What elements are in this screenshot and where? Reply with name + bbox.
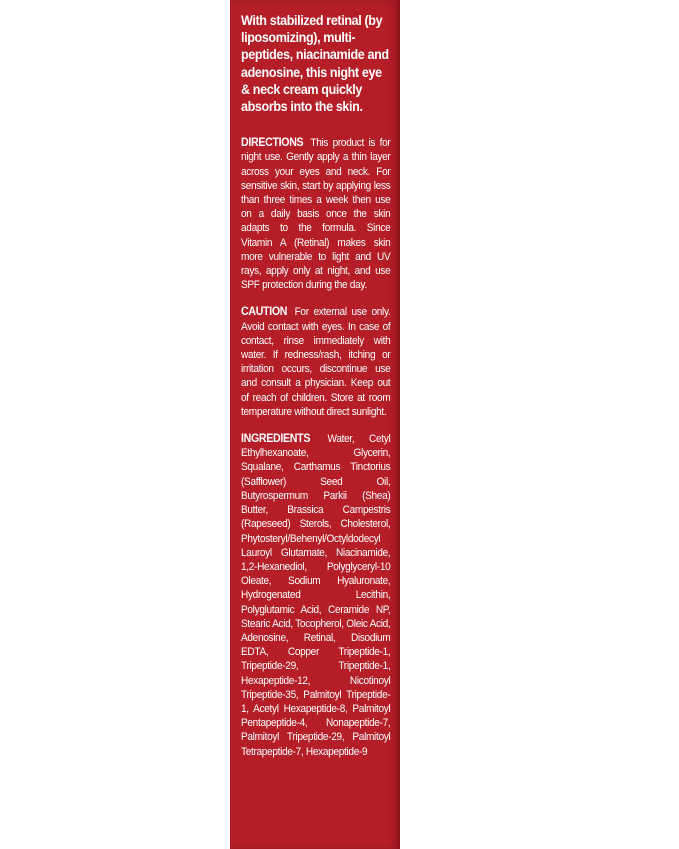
directions-heading: DIRECTIONS — [241, 135, 304, 150]
directions-section — [241, 135, 390, 292]
caution-heading: CAUTION — [241, 304, 288, 319]
ingredients-section — [241, 431, 390, 759]
caution-section — [241, 304, 390, 419]
ingredients-text: Water, Cetyl Ethylhexanoate, Glycerin, Squalane, Carthamus Tinctorius (Safflower) Seed Oil, Butyrospermum Parkii (Shea) Butter, Brassica Campestris (Rapeseed) Sterols, Cholesterol, Phytosteryl/Behenyl/Octyldodecyl Lauroyl Glutamate, Niacinamide, 1,2-Hexanediol, Polyglyceryl-10 Oleate, Sodium Hyaluronate, Hydrogenated Lecithin, Polyglutamic Acid, Ceramide NP, Stearic Acid, Tocopherol, Oleic Acid, Adenosine, Retinal, Disodium EDTA, Copper Tripeptide-1, Tripeptide-29, Tripeptide-1, Hexapeptide-12, Nicotinoyl Tripeptide-35, Palmitoyl Tripeptide-1, Acetyl Hexapeptide-8, Palmitoyl Pentapeptide-4, Nonapeptide-7, Palmitoyl Tripeptide-29, Palmitoyl Tetrapeptide-7, Hexapeptide-9 — [241, 433, 391, 758]
product-label-panel — [230, 0, 400, 849]
product-intro: With stabilized retinal (by liposomizing), multi-peptides, niacinamide and adenosine, this night eye & neck cream quickly absorbs into the skin. — [241, 13, 389, 115]
caution-text: For external use only. Avoid contact with eyes. In case of contact, rinse immediately with water. If redness/rash, itching or irritation occurs, discontinue use and consult a physician. Keep out of reach of children. Store at room temperature without direct sunlight. — [241, 306, 391, 418]
ingredients-heading: INGREDIENTS — [241, 431, 311, 446]
directions-text: This product is for night use. Gently apply a thin layer across your eyes and neck. For sensitive skin, start by applying less than three times a week then use on a daily basis once the skin adapts to the formula. Since Vitamin A (Retinal) makes skin more vulnerable to light and UV rays, apply only at night, and use SPF protection during the day. — [241, 137, 391, 292]
